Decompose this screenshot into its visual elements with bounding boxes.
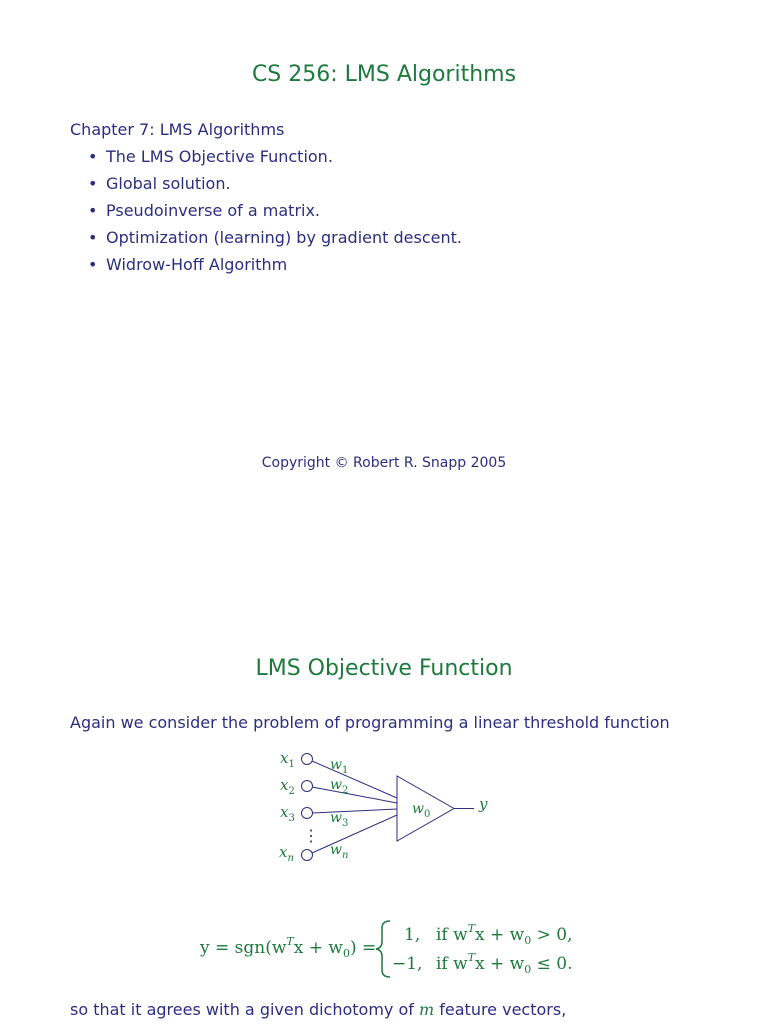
- weight-edge: [312, 787, 397, 803]
- chapter-heading: Chapter 7: LMS Algorithms: [70, 120, 285, 139]
- threshold-equation: [200, 918, 600, 980]
- outro-before: so that it agrees with a given dichotomy of: [70, 1000, 419, 1019]
- weight-label: $w_n$: [330, 842, 349, 861]
- outro-after: feature vectors,: [434, 1000, 567, 1019]
- slide1-title: CS 256: LMS Algorithms: [251, 62, 517, 87]
- perceptron-diagram: [270, 745, 510, 875]
- input-label: $x_1$: [280, 749, 295, 770]
- input-label: $x_n$: [279, 843, 294, 864]
- list-item: • Widrow-Hoff Algorithm: [88, 254, 462, 281]
- weight-label: $w_3$: [330, 810, 349, 829]
- weight-label: $w_2$: [330, 777, 349, 796]
- outro-text: [70, 1000, 566, 1019]
- case-one-condition: if $w^Tx + w_0 > 0$,: [436, 922, 573, 947]
- equation-lhs: $y = sgn(w^Tx + w_0)$ =: [200, 935, 377, 960]
- input-node: [302, 781, 313, 792]
- list-item: • The LMS Objective Function.: [88, 146, 462, 173]
- case-one: 1,: [404, 925, 421, 945]
- weight-edge: [312, 761, 397, 798]
- copyright-notice: Copyright © Robert R. Snapp 2005: [261, 455, 507, 471]
- bias-label: $w_0$: [412, 801, 431, 820]
- intro-text: Again we consider the problem of programming a linear threshold function: [70, 713, 670, 732]
- ellipsis: ⋮: [303, 826, 319, 845]
- case-two: −1,: [392, 954, 423, 974]
- input-node: [302, 808, 313, 819]
- list-item: • Optimization (learning) by gradient descent.: [88, 227, 462, 254]
- weight-label: $w_1$: [330, 757, 349, 776]
- slide2-title: LMS Objective Function: [255, 656, 513, 681]
- input-node: [302, 850, 313, 861]
- case-two-condition: if $w^Tx + w_0 \le 0$.: [436, 951, 573, 976]
- topic-list: [88, 146, 462, 281]
- case-brace: [376, 921, 390, 977]
- math-variable: m: [419, 1000, 435, 1019]
- input-label: $x_3$: [280, 803, 295, 824]
- input-label: $x_2$: [280, 776, 295, 797]
- weight-edge: [312, 815, 397, 853]
- list-item: • Global solution.: [88, 173, 462, 200]
- input-node: [302, 754, 313, 765]
- weight-edge: [312, 809, 397, 813]
- list-item: • Pseudoinverse of a matrix.: [88, 200, 462, 227]
- output-label: y: [479, 795, 488, 813]
